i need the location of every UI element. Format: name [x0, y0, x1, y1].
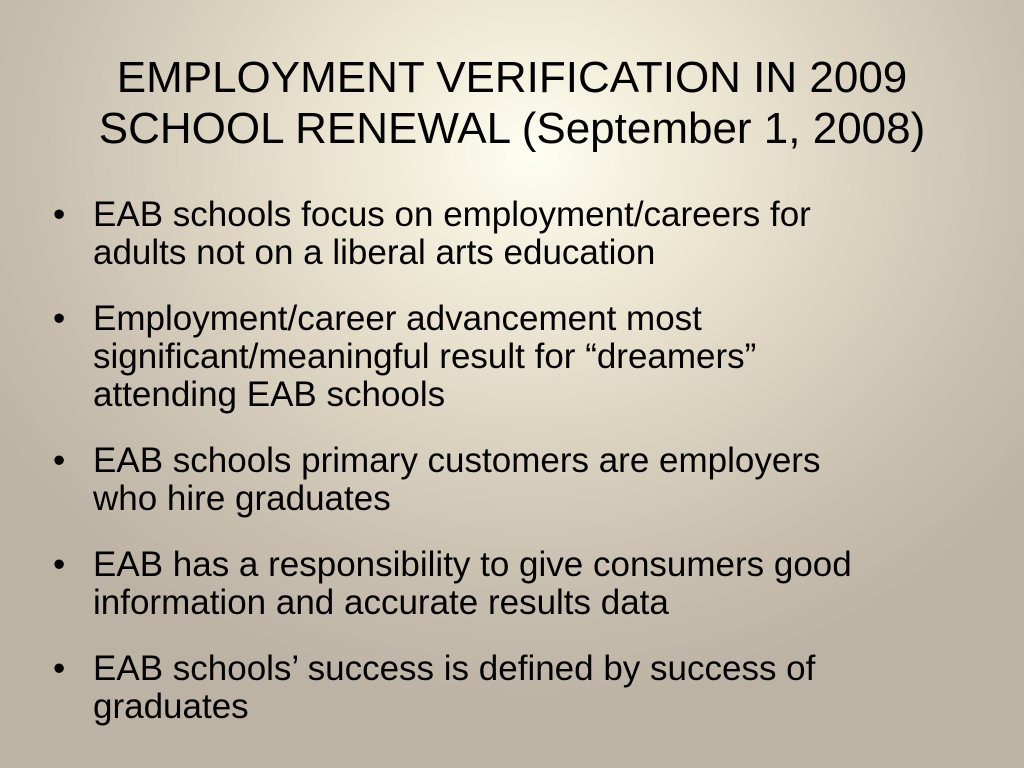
bullet-line: EAB schools’ success is defined by success of — [93, 649, 816, 688]
title-line-1: EMPLOYMENT VERIFICATION IN 2009 — [116, 53, 908, 102]
bullet-line: EAB has a responsibility to give consumers good — [93, 545, 852, 584]
bullet-line: information and accurate results data — [93, 583, 669, 622]
bullet-dot-icon: • — [53, 299, 66, 338]
bullet-list — [53, 196, 983, 754]
bullet-line: EAB schools focus on employment/careers for — [93, 195, 811, 234]
bullet-item — [53, 442, 983, 518]
bullet-line: EAB schools primary customers are employers — [93, 441, 821, 480]
bullet-dot-icon: • — [53, 545, 66, 584]
bullet-item — [53, 300, 983, 414]
bullet-item — [53, 196, 983, 272]
bullet-dot-icon: • — [53, 195, 66, 234]
bullet-item — [53, 650, 983, 726]
title-line-2: SCHOOL RENEWAL (September 1, 2008) — [98, 104, 926, 153]
bullet-line: adults not on a liberal arts education — [93, 233, 656, 272]
bullet-line: Employment/career advancement most — [93, 299, 702, 338]
slide-title — [0, 52, 1024, 154]
bullet-line: who hire graduates — [93, 479, 391, 518]
bullet-line: significant/meaningful result for “dreamers” — [93, 337, 757, 376]
bullet-line: attending EAB schools — [93, 375, 446, 414]
bullet-item — [53, 546, 983, 622]
bullet-dot-icon: • — [53, 441, 66, 480]
bullet-line: graduates — [93, 687, 249, 726]
bullet-dot-icon: • — [53, 649, 66, 688]
